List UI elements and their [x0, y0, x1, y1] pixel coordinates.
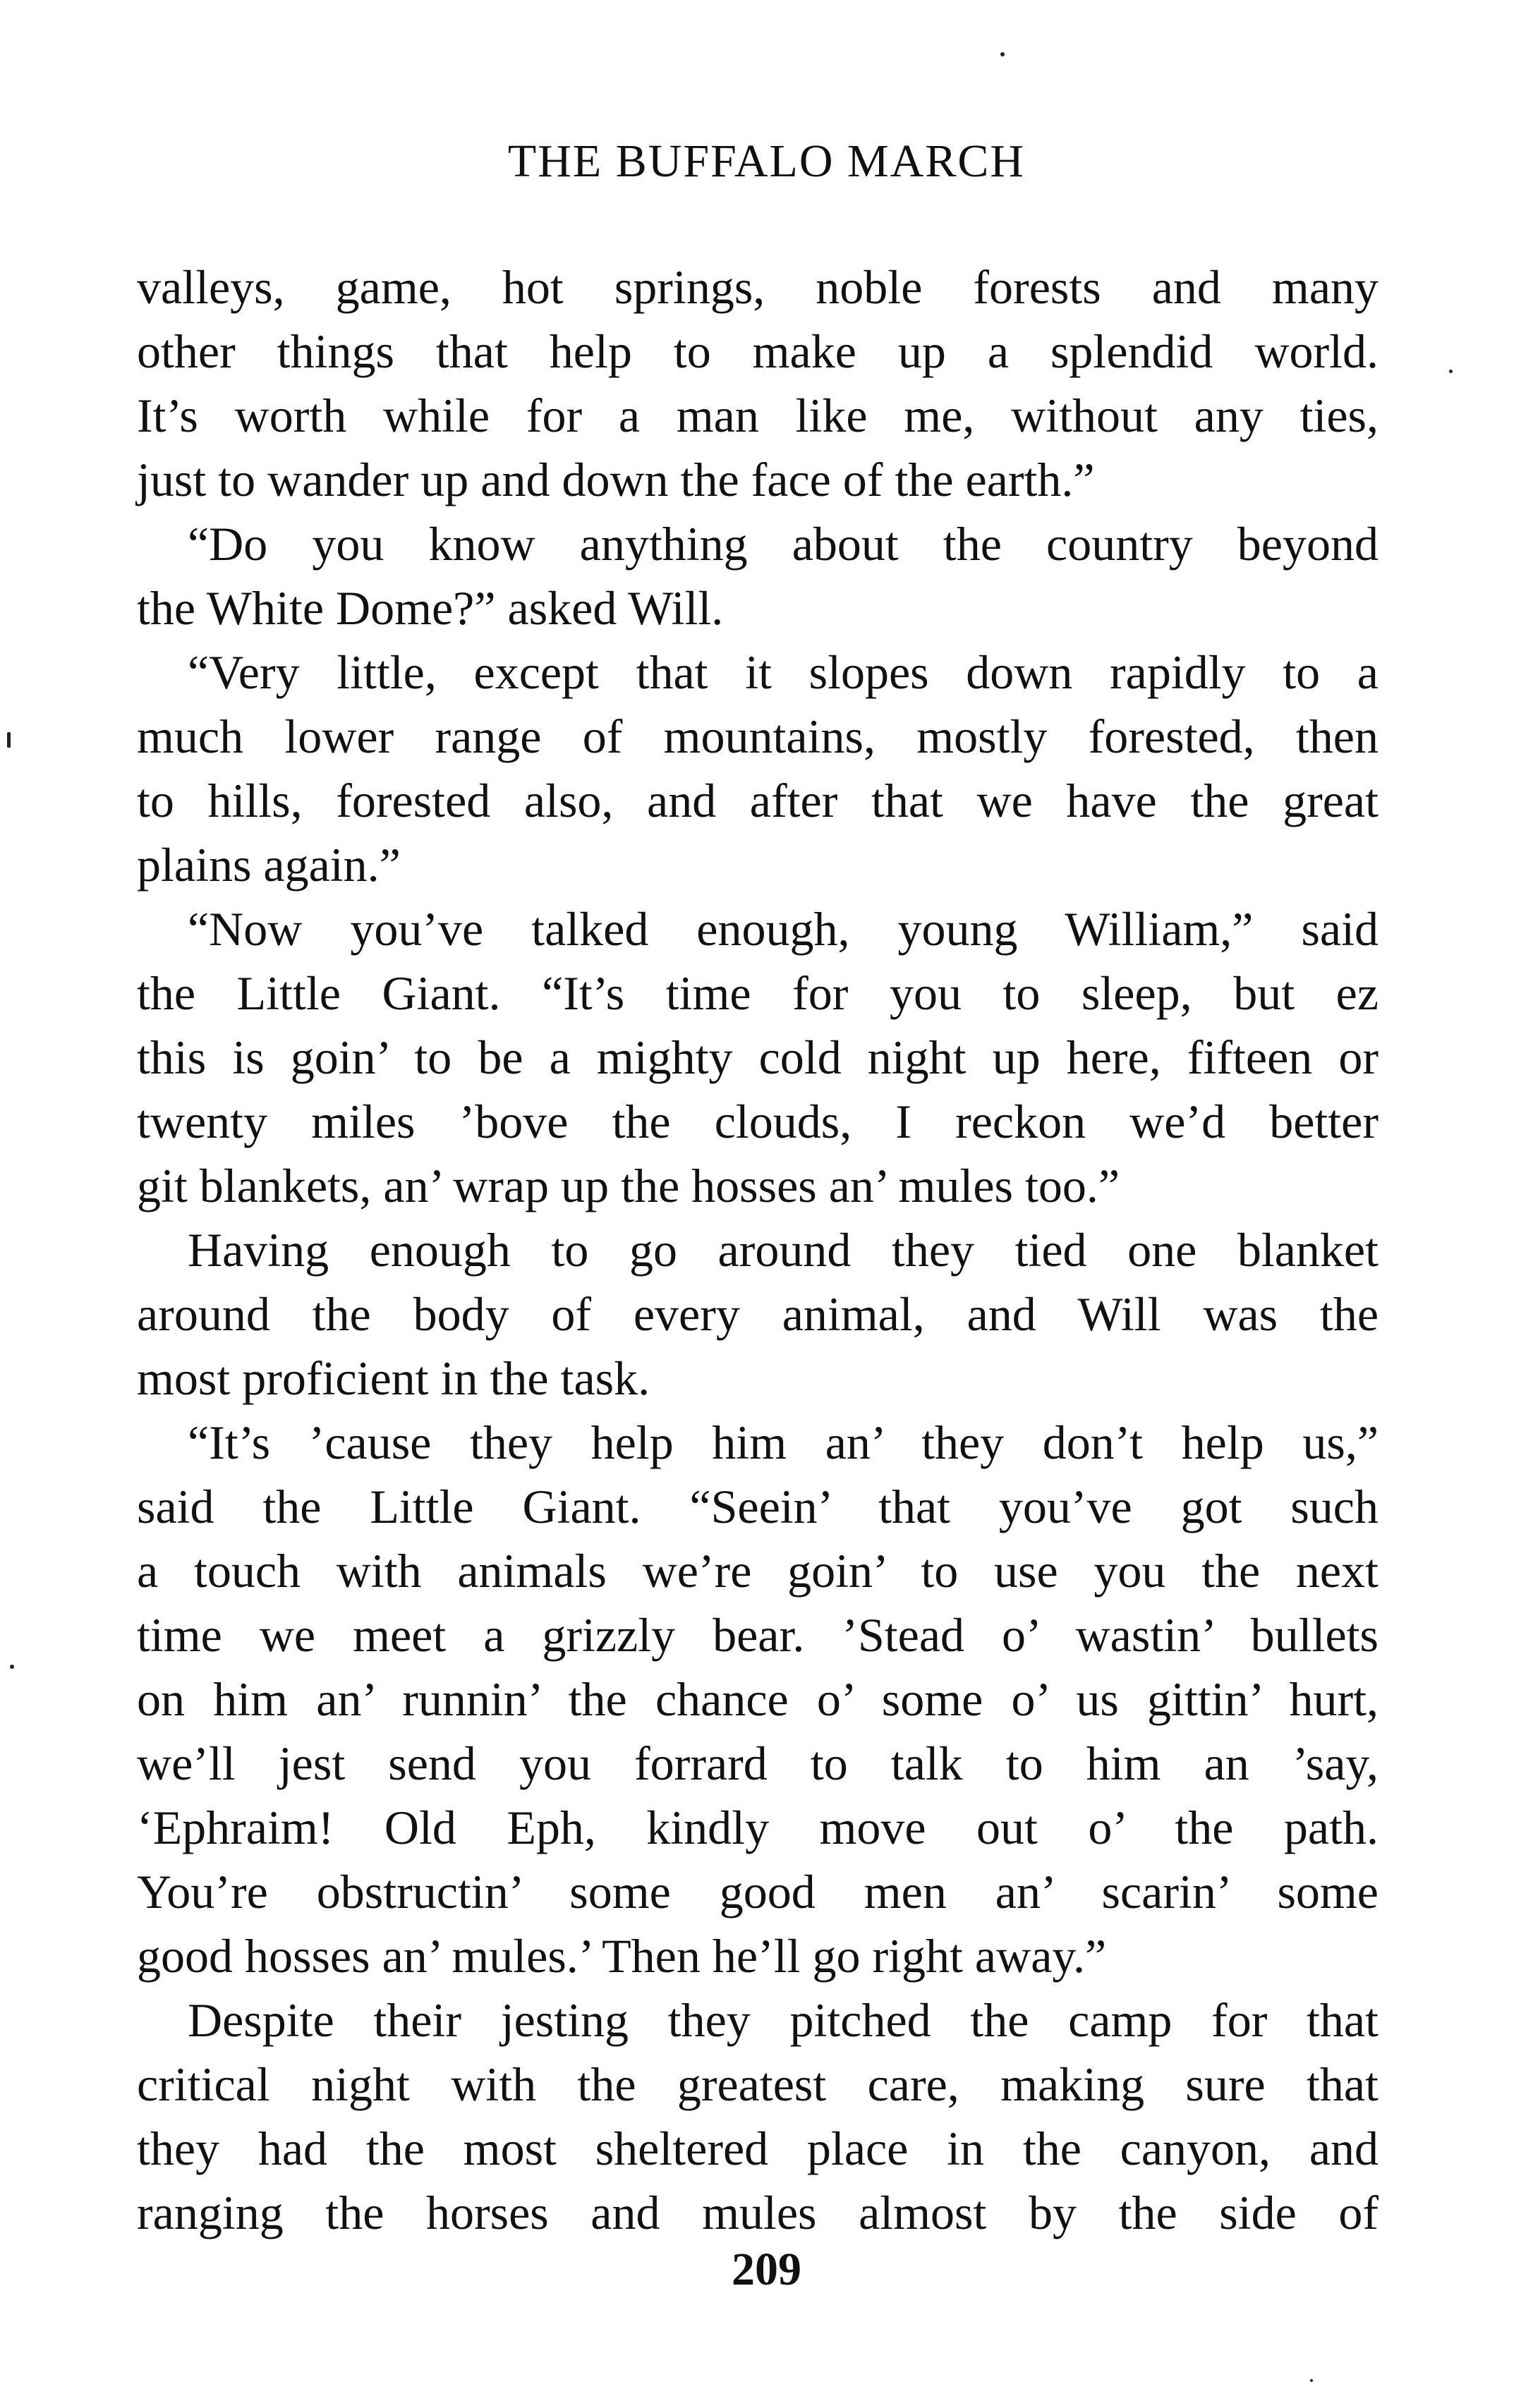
- scan-speck: [10, 1665, 14, 1669]
- text-line: they had the most sheltered place in the canyon, and: [137, 2122, 1379, 2175]
- text-line: plains again.”: [137, 838, 401, 892]
- text-line: the Little Giant. “It’s time for you to sleep, but ez: [137, 966, 1379, 1020]
- text-line: “Now you’ve talked enough, young William,” said: [188, 902, 1379, 956]
- scan-speck: [7, 732, 11, 748]
- text-line: It’s worth while for a man like me, without any ties,: [137, 389, 1379, 442]
- text-line: twenty miles ’bove the clouds, I reckon we’d better: [137, 1095, 1379, 1148]
- body-text: [137, 255, 1379, 2245]
- text-line: we’ll jest send you forrard to talk to him an ’say,: [137, 1737, 1379, 1790]
- text-line: the White Dome?” asked Will.: [137, 581, 724, 635]
- text-line: to hills, forested also, and after that we have the great: [137, 774, 1379, 827]
- text-line: a touch with animals we’re goin’ to use you the next: [137, 1544, 1379, 1598]
- text-line: critical night with the greatest care, making sure that: [137, 2057, 1379, 2111]
- scan-speck: [1000, 52, 1005, 56]
- running-head: THE BUFFALO MARCH: [507, 135, 1026, 187]
- text-line: most proficient in the task.: [137, 1351, 650, 1405]
- text-line: “It’s ’cause they help him an’ they don’t help us,”: [188, 1416, 1379, 1469]
- text-line: time we meet a grizzly bear. ’Stead o’ wastin’ bullets: [137, 1608, 1379, 1662]
- text-line: other things that help to make up a splendid world.: [137, 324, 1379, 378]
- text-line: ‘Ephraim! Old Eph, kindly move out o’ the path.: [137, 1801, 1379, 1854]
- text-line: git blankets, an’ wrap up the hosses an’ mules too.”: [137, 1159, 1120, 1212]
- text-line: You’re obstructin’ some good men an’ scarin’ some: [137, 1865, 1379, 1919]
- text-line: “Very little, except that it slopes down rapidly to a: [188, 645, 1379, 699]
- text-line: Having enough to go around they tied one blanket: [188, 1223, 1379, 1277]
- text-line: much lower range of mountains, mostly forested, then: [137, 710, 1379, 763]
- text-line: Despite their jesting they pitched the camp for that: [188, 1993, 1379, 2047]
- text-line: on him an’ runnin’ the chance o’ some o’ us gittin’ hurt,: [137, 1672, 1379, 1726]
- text-line: this is goin’ to be a mighty cold night up here, fifteen or: [137, 1030, 1379, 1084]
- text-line: ranging the horses and mules almost by the side of: [137, 2186, 1379, 2239]
- scan-speck: [1449, 370, 1453, 373]
- text-line: “Do you know anything about the country beyond: [188, 517, 1379, 571]
- text-line: around the body of every animal, and Will was the: [137, 1287, 1379, 1341]
- text-line: said the Little Giant. “Seein’ that you’ve got such: [137, 1480, 1379, 1533]
- page-number: 209: [732, 2244, 801, 2295]
- scan-speck: [1310, 2379, 1313, 2382]
- text-line: valleys, game, hot springs, noble forests and many: [137, 260, 1379, 314]
- text-line: good hosses an’ mules.’ Then he’ll go right away.”: [137, 1929, 1107, 1983]
- text-line: just to wander up and down the face of the earth.”: [137, 453, 1095, 506]
